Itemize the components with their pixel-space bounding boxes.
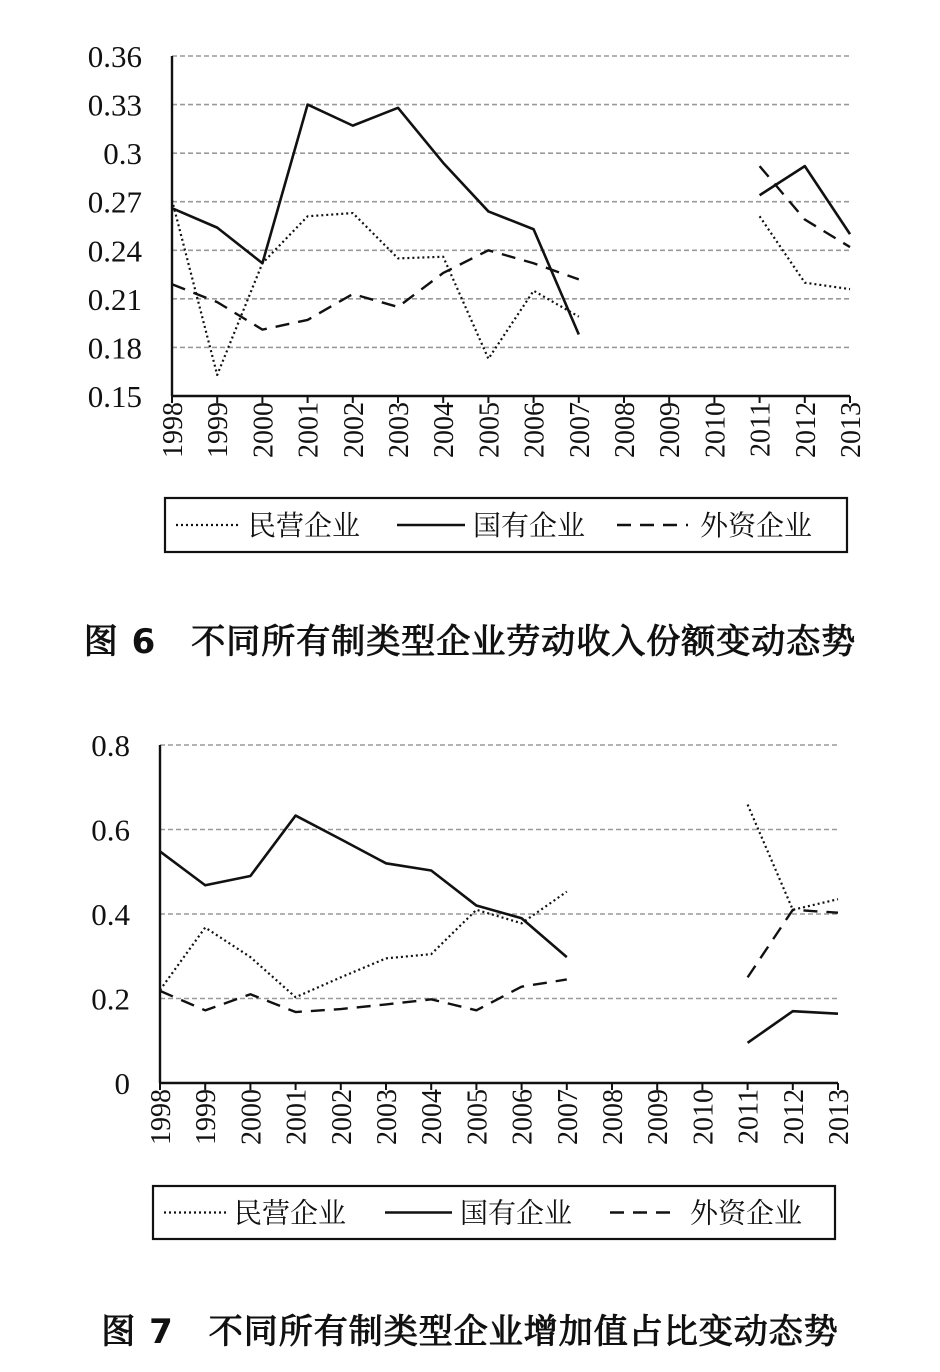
chart-value-added-share bbox=[0, 690, 940, 1260]
figure-6-caption: 图 6 不同所有制类型企业劳动收入份额变动态势 bbox=[83, 622, 857, 662]
series-line-dashed bbox=[760, 166, 850, 247]
y-tick-label: 0.18 bbox=[87, 330, 142, 366]
x-tick-label: 1998 bbox=[146, 1089, 177, 1145]
x-tick-label: 2003 bbox=[372, 1089, 403, 1145]
x-tick-label: 2010 bbox=[688, 1089, 720, 1145]
y-tick-label: 0.21 bbox=[87, 281, 142, 317]
series-line-dashed bbox=[748, 910, 838, 978]
x-tick-label: 1998 bbox=[158, 402, 189, 458]
y-tick-label: 0.27 bbox=[87, 184, 142, 220]
y-tick-label: 0.8 bbox=[91, 728, 130, 763]
legend-label: 国有企业 bbox=[473, 509, 586, 542]
y-tick-label: 0.33 bbox=[87, 87, 142, 123]
series-line-dashed bbox=[160, 979, 567, 1012]
x-tick-label: 2000 bbox=[248, 402, 280, 458]
series-line-dotted bbox=[760, 216, 850, 289]
legend-label: 外资企业 bbox=[700, 509, 813, 542]
y-tick-label: 0.3 bbox=[103, 136, 142, 172]
y-tick-label: 0.15 bbox=[87, 379, 142, 414]
legend-label: 民营企业 bbox=[248, 509, 361, 542]
x-tick-label: 2008 bbox=[610, 402, 641, 458]
y-tick-label: 0 bbox=[114, 1066, 130, 1101]
x-tick-label: 2001 bbox=[293, 402, 325, 458]
x-tick-label: 2011 bbox=[733, 1089, 765, 1144]
x-tick-label: 2013 bbox=[836, 402, 867, 458]
y-tick-label: 0.4 bbox=[91, 897, 130, 932]
series-line-dotted bbox=[172, 200, 579, 375]
series-line-solid bbox=[172, 105, 579, 335]
series-line-dashed bbox=[172, 250, 579, 329]
x-tick-label: 2006 bbox=[519, 402, 551, 458]
series-line-solid bbox=[160, 816, 567, 958]
x-tick-label: 2002 bbox=[326, 1089, 358, 1145]
legend-label: 国有企业 bbox=[460, 1196, 573, 1230]
x-tick-label: 2002 bbox=[338, 402, 370, 458]
x-tick-label: 1999 bbox=[191, 1089, 223, 1145]
x-tick-label: 2012 bbox=[790, 402, 822, 458]
x-tick-label: 2009 bbox=[655, 402, 687, 458]
x-tick-label: 2013 bbox=[824, 1089, 855, 1145]
x-tick-label: 2011 bbox=[745, 402, 777, 457]
x-tick-label: 2008 bbox=[598, 1089, 629, 1145]
figure-7 bbox=[0, 690, 940, 1260]
x-tick-label: 2010 bbox=[700, 402, 732, 458]
y-tick-label: 0.2 bbox=[91, 981, 130, 1017]
y-tick-label: 0.24 bbox=[87, 233, 142, 269]
x-tick-label: 2001 bbox=[281, 1089, 313, 1145]
x-tick-label: 2007 bbox=[552, 1089, 584, 1145]
chart-labor-income-share bbox=[0, 0, 940, 580]
x-tick-label: 2005 bbox=[474, 402, 506, 458]
x-tick-label: 2003 bbox=[384, 402, 415, 458]
legend-label: 民营企业 bbox=[234, 1196, 347, 1230]
series-line-dotted bbox=[160, 892, 567, 998]
legend-label: 外资企业 bbox=[690, 1196, 803, 1230]
figure-7-caption: 图 7 不同所有制类型企业增加值占比变动态势 bbox=[101, 1312, 839, 1352]
y-tick-label: 0.6 bbox=[91, 812, 130, 848]
x-tick-label: 2006 bbox=[507, 1089, 539, 1145]
series-line-solid bbox=[760, 166, 850, 234]
series-line-solid bbox=[748, 1011, 838, 1043]
x-tick-label: 2009 bbox=[643, 1089, 675, 1145]
y-tick-label: 0.36 bbox=[87, 39, 142, 74]
figure-6 bbox=[0, 0, 940, 580]
x-tick-label: 2007 bbox=[564, 402, 596, 458]
x-tick-label: 2004 bbox=[429, 402, 461, 458]
series-line-dotted bbox=[748, 805, 838, 910]
x-tick-label: 2004 bbox=[417, 1089, 449, 1145]
x-tick-label: 2000 bbox=[236, 1089, 268, 1145]
x-tick-label: 2012 bbox=[778, 1089, 810, 1145]
x-tick-label: 1999 bbox=[203, 402, 235, 458]
x-tick-label: 2005 bbox=[462, 1089, 494, 1145]
